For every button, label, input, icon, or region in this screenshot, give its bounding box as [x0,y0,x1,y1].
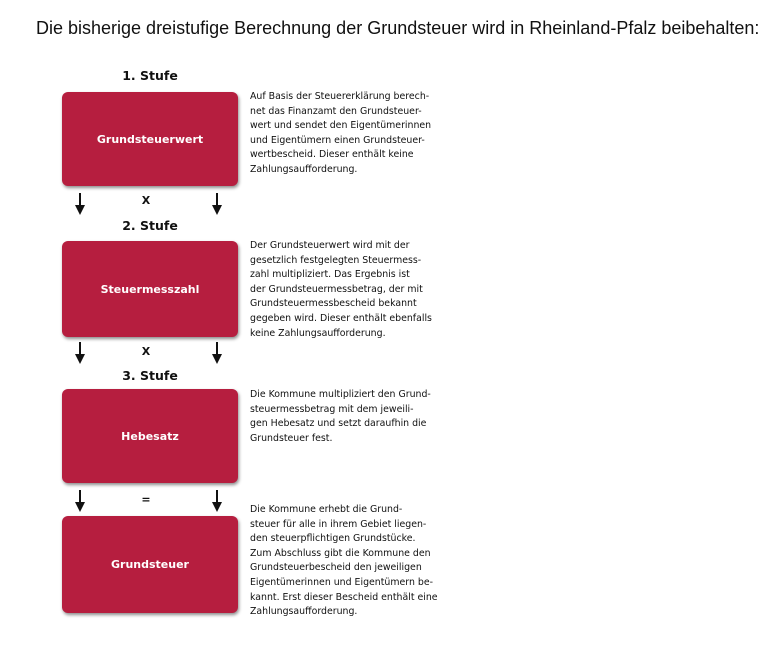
multiply-operator: X [141,345,151,358]
hebesatz-box-label: Hebesatz [121,429,179,443]
arrow-down-icon [75,193,85,215]
grundsteuer-box [62,516,238,613]
stage-2-description: Der Grundsteuerwert wird mit der gesetzlich festgelegten Steuermess- zahl multipliziert. Das Ergebnis ist der Grundsteuermessbetrag, der mit Grundsteuermessbescheid bekannt gegeben wird. Dieser enthält ebenfalls keine Zahlungsaufforderung. [250,240,432,339]
hebesatz-box [62,389,238,483]
arrow-down-icon [75,490,85,512]
stage-3-label: 3. Stufe [122,368,178,383]
result-description: Die Kommune erhebt die Grund- steuer für alle in ihrem Gebiet liegen- den steuerpflichtigen Grundstücke. Zum Abschluss gibt die Kommune den Grundsteuerbescheid den jeweiligen Eigentümerinnen und Eigentümern be- kannt. Erst dieser Bescheid enthält eine Zahlungsaufforderung. [250,504,438,618]
arrow-down-icon [75,342,85,364]
arrow-down-icon [212,490,222,512]
stage-3-description: Die Kommune multipliziert den Grund- steuermessbetrag mit dem jeweili- gen Hebesatz und setzt daraufhin die Grundsteuer fest. [250,389,431,444]
steuermesszahl-box-label: Steuermesszahl [100,282,200,296]
stage-1-label: 1. Stufe [122,68,178,83]
equals-operator: = [141,493,151,506]
arrow-down-icon [212,342,222,364]
arrow-down-icon [212,193,222,215]
grundsteuerwert-box-label: Grundsteuerwert [96,132,204,146]
stage-2-label: 2. Stufe [122,218,178,233]
multiply-operator: X [141,194,151,207]
grundsteuer-box-label: Grundsteuer [111,558,189,571]
stage-1-description: Auf Basis der Steuererklärung berech- net das Finanzamt den Grundsteuer- wert und sendet den Eigentümerinnen und Eigentümern einen Grundsteuer- wertbescheid. Dieser enthält keine Zahlungsaufforderung. [250,91,432,175]
headline: Die bisherige dreistufige Berechnung der Grundsteuer wird in Rheinland-Pfalz beibehalten: [36,18,760,38]
grundsteuerwert-box [62,92,238,186]
steuermesszahl-box [62,241,238,337]
